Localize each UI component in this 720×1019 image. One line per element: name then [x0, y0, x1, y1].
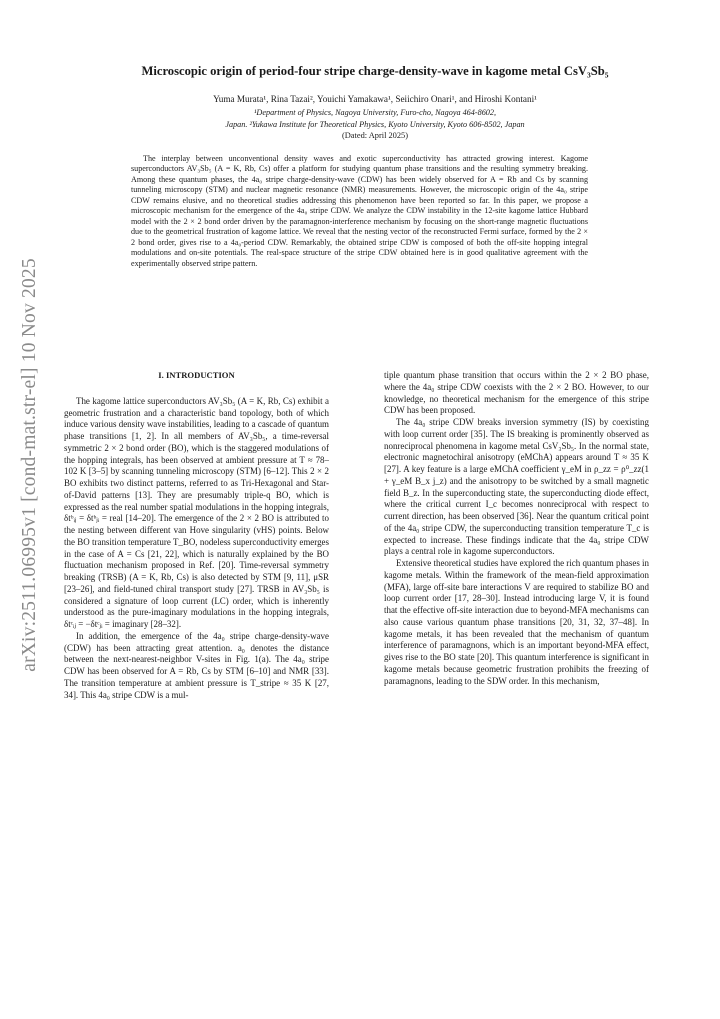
date-line: (Dated: April 2025): [341, 131, 409, 140]
left-column: [64, 370, 329, 701]
paragraph: The kagome lattice superconductors AV₃Sb₅ (A = K, Rb, Cs) exhibit a geometric frustration and a characteristic band topology, both of which induce various density wave instabilities, leading to a cascade of quantum phase transitions [1, 2]. In all members of AV₃Sb₅, a time-reversal symmetric 2 × 2 bond order (BO), which is the staggered modulations of the hopping integrals, has been observed at ambient pressure at T ≈ 78–102 K [3–5] by scanning tunneling microscopy (STM) [6–12]. This 2 × 2 BO exhibits two distinct patterns, referred to as Tri-Hexagonal and Star-of-David patterns [13]. They are presumably triple-q BO, which is expressed as the real number spatial modulations in the hopping integrals, δtᵇᵢⱼ = δtᵇⱼᵢ = real [14–20]. The emergence of the 2 × 2 BO is attributed to the nesting between different van Hove singularity (vHS) points. Below the BO transition temperature T_BO, nodeless superconductivity emerges in the case of A = Cs [21, 22], which is naturally explained by the BO fluctuation mechanism proposed in Ref. [20]. Time-reversal symmetry breaking (TRSB) (A = K, Rb, Cs) is also detected by STM [9, 11], μSR [23–26], and field-tuned chiral transport study [27]. TRSB in AV₃Sb₅ is considered a signature of loop current (LC) order, which is inherently understood as the pure-imaginary modulations in the hopping integrals, δtᶜᵢⱼ = −δtᶜⱼᵢ = imaginary [28–32].: [64, 395, 329, 629]
paragraph: Extensive theoretical studies have explored the rich quantum phases in kagome metals. Within the framework of the mean-field approximation (MFA), large off-site bare interactions V are required to stabilize BO and loop current order [17, 28–30]. Instead introducing large V, it is found that the effective off-site interaction due to beyond-MFA mechanisms can also cause various quantum phase transitions [20, 31, 32, 37–48]. In kagome metals, it has been revealed that the mechanism of quantum interference of paramagnons, which is an important beyond-MFA effect, gives rise to the BO state [20]. This quantum interference is significant in kagome metals because geometric frustration prohibits the freezing of paramagnons, leading to the SDW order. In this mechanism,: [384, 558, 649, 686]
section-heading: I. INTRODUCTION: [158, 370, 235, 380]
paragraph: tiple quantum phase transition that occurs within the 2 × 2 BO phase, where the 4a₀ stripe CDW coexists with the 2 × 2 BO. However, to our knowledge, no theoretical mechanism for the emergence of this stripe CDW has been proposed.: [384, 370, 649, 416]
affiliations: [60, 107, 690, 130]
right-column: [384, 370, 649, 687]
affiliation-line-1: ¹Department of Physics, Nagoya University, Furo-cho, Nagoya 464-8602,: [253, 108, 497, 117]
arxiv-sidebar: [8, 250, 52, 680]
paragraph: The 4a₀ stripe CDW breaks inversion symmetry (IS) by coexisting with loop current order [35]. The IS breaking is prominently observed as nonreciprocal phenomena in kagome metal CsV₃Sb₅. In the normal state, electronic magnetochiral anisotropy (eMChA) appears around T ≈ 35 K [27]. A key feature is a large eMChA coefficient γ_eM in ρ_zz = ρ⁰_zz(1 + γ_eM B_x j_z) and the anisotropy to be switched by a small magnetic field B_z. In the superconducting state, the superconducting diode effect, where the critical current I_c becomes nonreciprocal with respect to current direction, has been observed [36]. Near the quantum critical point of the 4a₀ stripe CDW, the superconducting transition temperature T_c is expected to increase. These findings indicate that the 4a₀ stripe CDW plays a central role in kagome superconductors.: [384, 417, 649, 557]
affiliation-line-2: Japan. ²Yukawa Institute for Theoretical Physics, Kyoto University, Kyoto 606-8502, Japan: [225, 119, 525, 129]
arxiv-identifier: arXiv:2511.06995v1 [cond-mat.str-el] 10 Nov 2025: [19, 258, 40, 672]
author-list: Yuma Murata¹, Rina Tazai², Youichi Yamakawa¹, Seiichiro Onari¹, and Hiroshi Kontani¹: [213, 94, 537, 104]
abstract: The interplay between unconventional density waves and exotic superconductivity has attracted growing interest. Kagome superconductors AV₃Sb₅ (A = K, Rb, Cs) offer a platform for studying quantum phase transitions and the resulting symmetry breaking. Among these quantum phases, the 4a₀ stripe charge-density-wave (CDW) has been widely observed for A = Rb and Cs by scanning tunneling microscopy (STM) and nuclear magnetic resonance (NMR) measurements. However, the microscopic origin of the 4a₀ stripe CDW remains elusive, and no theoretical studies addressing this phenomenon have been reported so far. In this paper, we propose a microscopic mechanism for the emergence of the 4a₀ stripe CDW. We analyze the CDW instability in the 12-site kagome lattice Hubbard model with the 2 × 2 bond order driven by the paramagnon-interference mechanism by focusing on the short-range magnetic fluctuations due to the geometrical frustration of kagome lattice. We reveal that the nesting vector of the reconstructed Fermi surface, formed by the 2 × 2 bond order, gives rise to a 4a₀-period CDW. Remarkably, the obtained stripe CDW is composed of both the off-site hopping integral modulations and on-site potentials. The real-space structure of the stripe CDW obtained here is in good qualitative agreement with the experimentally observed stripe pattern.: [131, 154, 588, 268]
paper-title: Microscopic origin of period-four stripe charge-density-wave in kagome metal CsV₃Sb₅: [141, 64, 609, 78]
paragraph: In addition, the emergence of the 4a₀ stripe charge-density-wave (CDW) has been attracting great attention. a₀ denotes the distance between the next-nearest-neighbor V-sites in Fig. 1(a). The 4a₀ stripe CDW has been observed for A = Rb, Cs by STM [6–10] and NMR [33]. The transition temperature at ambient pressure is T_stripe ≈ 35 K [27, 34]. This 4a₀ stripe CDW is a mul-: [64, 630, 329, 700]
